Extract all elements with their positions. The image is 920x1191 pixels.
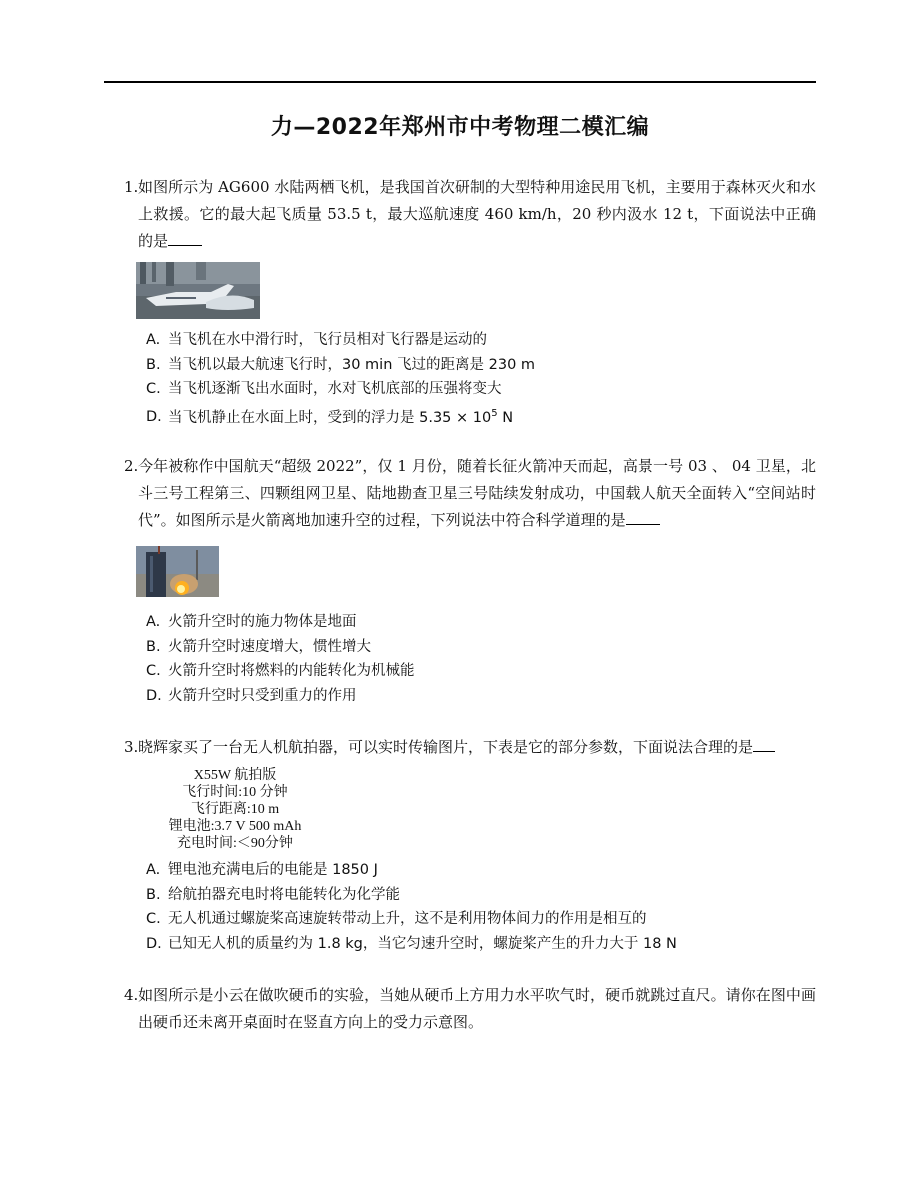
question-2: [124, 453, 816, 534]
drone-spec-table: [140, 767, 330, 852]
option-b[interactable]: B. 火箭升空时速度增大，惯性增大: [146, 638, 371, 655]
question-stem: 2.今年被称作中国航天“超级 2022”，仅 1 月份，随着长征火箭冲天而起，高景一号 03 、 04 卫星，北斗三号工程第三、四颗组网卫星、陆地勘查卫星三号陆续发射成功，中国载人航天全面转入“空间站时代”。如图所示是火箭离地加速升空的过程，下列说法中符合科学道理的是: [124, 457, 816, 529]
question-1-options: [146, 328, 535, 430]
answer-blank: [626, 510, 660, 525]
question-4: [124, 982, 816, 1036]
question-stem: 4.如图所示是小云在做吹硬币的实验，当她从硬币上方用力水平吹气时，硬币就跳过直尺。请你在图中画出硬币还未离开桌面时在竖直方向上的受力示意图。: [124, 986, 816, 1031]
option-a[interactable]: A. 锂电池充满电后的电能是 1850 J: [146, 862, 378, 878]
spec-flight-distance: 飞行距离:10 m: [190, 802, 280, 817]
question-stem: 1.如图所示为 AG600 水陆两栖飞机，是我国首次研制的大型特种用途民用飞机，主要用于森林灭火和水上救援。它的最大起飞质量 53.5 t，最大巡航速度 460 km/h，20 秒内汲水 12 t，下面说法中正确的是: [124, 178, 816, 250]
option-a[interactable]: A. 火箭升空时的施力物体是地面: [146, 614, 357, 630]
option-d[interactable]: D. 已知无人机的质量约为 1.8 kg，当它匀速升空时，螺旋桨产生的升力大于 18 N: [146, 935, 677, 952]
spec-model: X55W 航拍版: [193, 768, 277, 783]
page-title: 力—2022年郑州市中考物理二模汇编: [270, 115, 650, 140]
option-c[interactable]: C. 无人机通过螺旋桨高速旋转带动上升，这不是利用物体间力的作用是相互的: [146, 911, 647, 927]
question-3: [124, 734, 816, 761]
question-2-options: [146, 610, 415, 708]
seaplane-photo: [136, 262, 260, 319]
question-stem: 3.晓辉家买了一台无人机航拍器，可以实时传输图片，下表是它的部分参数，下面说法合理的是: [124, 734, 816, 761]
rocket-launch-photo: [136, 546, 219, 597]
answer-blank: [753, 737, 775, 752]
option-a[interactable]: A. 当飞机在水中滑行时，飞行员相对飞行器是运动的: [146, 332, 487, 348]
answer-blank: [168, 231, 202, 246]
question-3-options: [146, 858, 677, 956]
question-1: [124, 174, 816, 255]
option-c[interactable]: C. 当飞机逐渐飞出水面时，水对飞机底部的压强将变大: [146, 381, 502, 397]
option-d[interactable]: D. 当飞机静止在水面上时，受到的浮力是 $5.35 \times 10^5$ N: [146, 407, 514, 426]
spec-flight-time: 飞行时间:10 分钟: [182, 785, 288, 800]
spec-charge-time: 充电时间:＜90分钟: [177, 836, 293, 851]
option-b[interactable]: B. 当飞机以最大航速飞行时，30 min 飞过的距离是 230 m: [146, 356, 536, 373]
header-rule: [104, 81, 816, 83]
option-c[interactable]: C. 火箭升空时将燃料的内能转化为机械能: [146, 663, 415, 679]
option-d[interactable]: D. 火箭升空时只受到重力的作用: [146, 687, 357, 704]
spec-battery: 锂电池:3.7 V 500 mAh: [168, 819, 302, 834]
option-b[interactable]: B. 给航拍器充电时将电能转化为化学能: [146, 886, 400, 903]
